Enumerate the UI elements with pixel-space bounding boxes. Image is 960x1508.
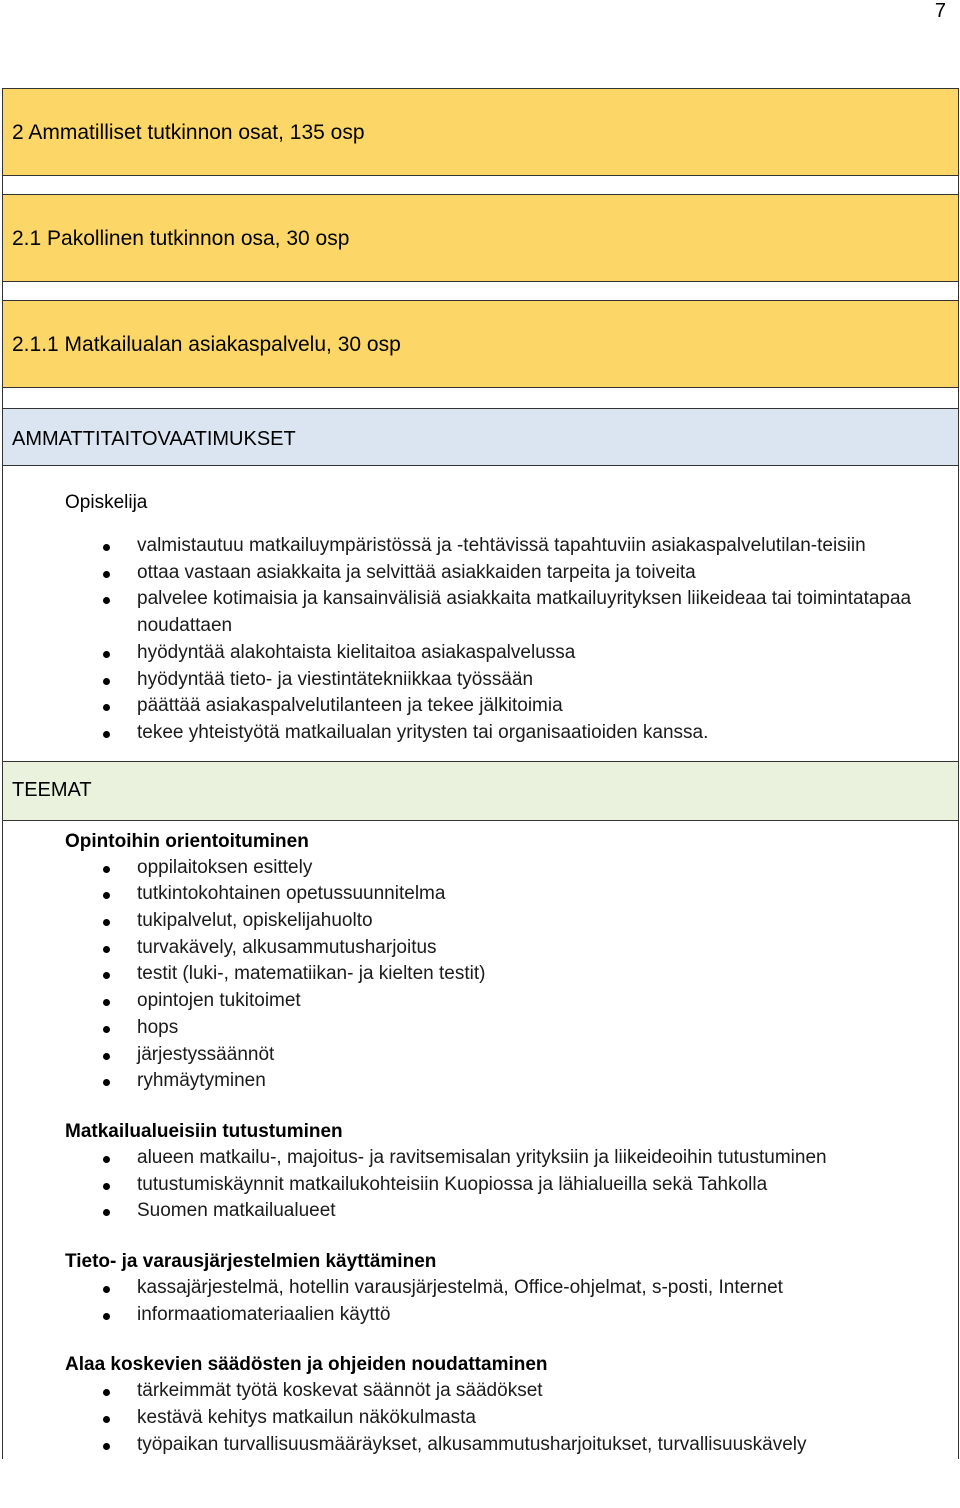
list-item: informaatiomateriaalien käyttö <box>65 1302 958 1329</box>
bullet-icon <box>103 571 110 578</box>
theme-title-regulations: Alaa koskevien säädösten ja ohjeiden noudattaminen <box>65 1354 548 1376</box>
bullet-icon <box>103 1443 110 1450</box>
bullet-icon <box>103 972 110 979</box>
list-item: turvakävely, alkusammutusharjoitus <box>65 935 958 962</box>
theme-list-regulations <box>65 1378 958 1458</box>
list-item: testit (luki-, matematiikan- ja kielten testit) <box>65 961 958 988</box>
list-item: Suomen matkailualueet <box>65 1198 958 1225</box>
list-item: tutustumiskäynnit matkailukohteisiin Kuopiossa ja lähialueilla sekä Tahkolla <box>65 1172 958 1199</box>
theme-title-systems: Tieto- ja varausjärjestelmien käyttäminen <box>65 1251 437 1273</box>
header-pakollinen-osa: 2.1 Pakollinen tutkinnon osa, 30 osp <box>3 194 958 282</box>
bullet-icon <box>103 1079 110 1086</box>
bullet-icon <box>103 704 110 711</box>
bullet-icon <box>103 999 110 1006</box>
list-item: työpaikan turvallisuusmääräykset, alkusammutusharjoitukset, turvallisuuskävely <box>65 1432 958 1459</box>
list-item: kestävä kehitys matkailun näkökulmasta <box>65 1405 958 1432</box>
bullet-icon <box>103 678 110 685</box>
bullet-icon <box>103 1209 110 1216</box>
header-asiakaspalvelu: 2.1.1 Matkailualan asiakaspalvelu, 30 osp <box>3 300 958 388</box>
list-item: tärkeimmät työtä koskevat säännöt ja säädökset <box>65 1378 958 1405</box>
header-tutkinnon-osat: 2 Ammatilliset tutkinnon osat, 135 osp <box>3 88 958 176</box>
list-item: alueen matkailu-, majoitus- ja ravitsemisalan yrityksiin ja liikeideoihin tutustuminen <box>65 1145 837 1172</box>
list-item: palvelee kotimaisia ja kansainvälisiä asiakkaita matkailuyrityksen liikeideaa tai toimintatapaa noudattaen <box>65 586 927 639</box>
document-table <box>2 88 959 1459</box>
bullet-icon <box>103 1389 110 1396</box>
bullet-icon <box>103 919 110 926</box>
bullet-icon <box>103 1313 110 1320</box>
list-item: päättää asiakaspalvelutilanteen ja tekee jälkitoimia <box>65 693 927 720</box>
list-item: ottaa vastaan asiakkaita ja selvittää asiakkaiden tarpeita ja toiveita <box>65 560 927 587</box>
list-item: hyödyntää tieto- ja viestintätekniikkaa työssään <box>65 667 927 694</box>
bullet-icon <box>103 1183 110 1190</box>
requirements-title: AMMATTITAITOVAATIMUKSET <box>3 408 958 466</box>
themes-title: TEEMAT <box>3 761 958 821</box>
list-item: opintojen tukitoimet <box>65 988 958 1015</box>
page-number: 7 <box>934 0 946 22</box>
bullet-icon <box>103 544 110 551</box>
bullet-icon <box>103 597 110 604</box>
theme-list-regions <box>65 1145 958 1225</box>
theme-title-regions: Matkailualueisiin tutustuminen <box>65 1120 343 1142</box>
requirements-subtitle: Opiskelija <box>65 492 148 513</box>
theme-title-orientation: Opintoihin orientoituminen <box>65 830 309 852</box>
bullet-icon <box>103 651 110 658</box>
list-item: valmistautuu matkailuympäristössä ja -tehtävissä tapahtuviin asiakaspalvelutilan-teisiin <box>65 533 927 560</box>
list-item: kassajärjestelmä, hotellin varausjärjestelmä, Office-ohjelmat, s-posti, Internet <box>65 1275 958 1302</box>
list-item: tukipalvelut, opiskelijahuolto <box>65 908 958 935</box>
themes-section <box>3 821 958 1459</box>
list-item: ryhmäytyminen <box>65 1068 958 1095</box>
list-item: oppilaitoksen esittely <box>65 855 958 882</box>
requirements-list <box>65 533 958 747</box>
bullet-icon <box>103 1156 110 1163</box>
list-item: järjestyssäännöt <box>65 1042 958 1069</box>
bullet-icon <box>103 1286 110 1293</box>
list-item: tutkintokohtainen opetussuunnitelma <box>65 881 958 908</box>
bullet-icon <box>103 866 110 873</box>
list-item: hops <box>65 1015 958 1042</box>
list-item: tekee yhteistyötä matkailualan yritysten tai organisaatioiden kanssa. <box>65 720 927 747</box>
requirements-section <box>3 466 958 761</box>
theme-list-systems <box>65 1275 958 1328</box>
bullet-icon <box>103 1026 110 1033</box>
bullet-icon <box>103 1416 110 1423</box>
list-item: hyödyntää alakohtaista kielitaitoa asiakaspalvelussa <box>65 640 927 667</box>
bullet-icon <box>103 1053 110 1060</box>
bullet-icon <box>103 946 110 953</box>
theme-list-orientation <box>65 855 958 1095</box>
bullet-icon <box>103 731 110 738</box>
bullet-icon <box>103 892 110 899</box>
